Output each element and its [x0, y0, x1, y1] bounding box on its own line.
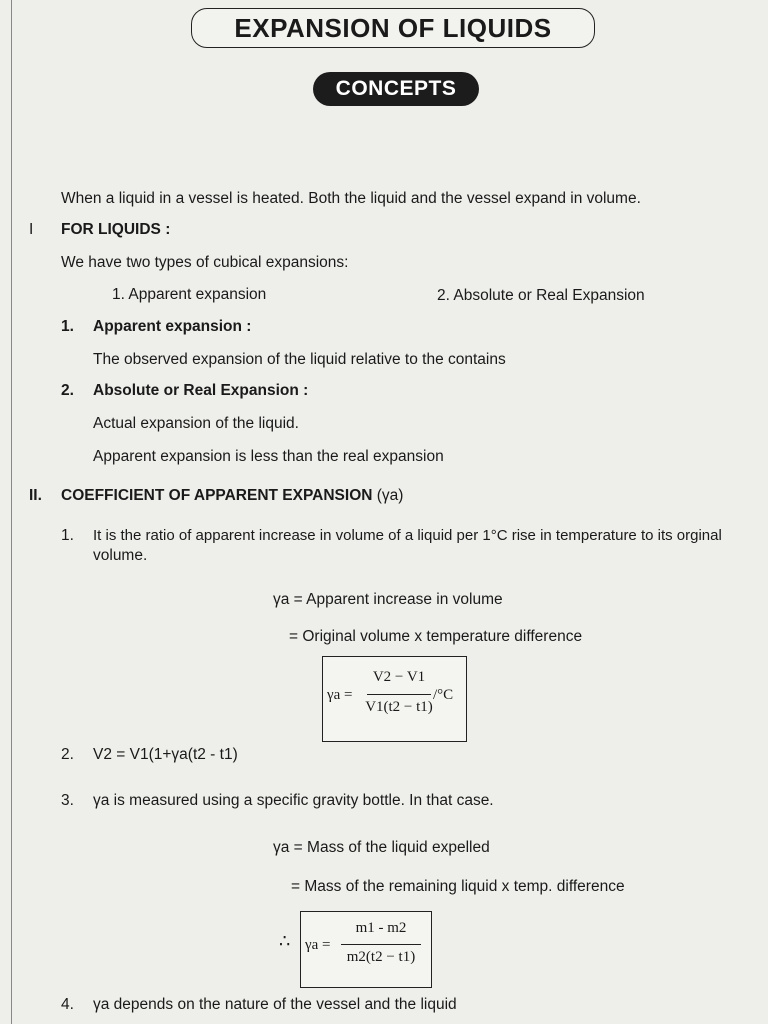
- point-3-text: γa is measured using a specific gravity bottle. In that case.: [93, 792, 494, 809]
- point-4-text: γa depends on the nature of the vessel and the liquid: [93, 996, 457, 1013]
- concepts-badge: CONCEPTS: [313, 72, 479, 106]
- expansion-type-1: 1. Apparent expansion: [112, 286, 267, 303]
- intro-paragraph: When a liquid in a vessel is heated. Both the liquid and the vessel expand in volume.: [61, 190, 641, 207]
- page-title: EXPANSION OF LIQUIDS: [191, 8, 595, 48]
- definition-line-2: = Original volume x temperature difference: [289, 628, 583, 645]
- item-1-heading: Apparent expansion :: [93, 318, 252, 335]
- expansion-type-2: 2. Absolute or Real Expansion: [437, 287, 645, 304]
- mass-line-2: = Mass of the remaining liquid x temp. difference: [291, 878, 625, 895]
- formula-1-lhs: γa =: [327, 687, 353, 703]
- section-1-line: We have two types of cubical expansions:: [61, 254, 349, 271]
- definition-line-1: γa = Apparent increase in volume: [273, 591, 503, 608]
- mass-line-1: γa = Mass of the liquid expelled: [273, 839, 490, 856]
- formula-2-denominator: m2(t2 − t1): [346, 949, 416, 965]
- formula-1-unit: /°C: [433, 687, 454, 703]
- item-2-text: Actual expansion of the liquid.: [93, 415, 299, 432]
- point-2-number: 2.: [61, 746, 74, 763]
- item-2-heading: Absolute or Real Expansion :: [93, 382, 309, 399]
- section-2-heading-symbol: (γa): [376, 487, 404, 504]
- formula-2-fraction-bar: [341, 944, 421, 945]
- section-1-heading: FOR LIQUIDS :: [61, 221, 171, 238]
- item-2-number: 2.: [61, 382, 74, 399]
- item-1-number: 1.: [61, 318, 74, 335]
- formula-box-1: [322, 656, 467, 742]
- formula-2-lhs: γa =: [305, 937, 331, 953]
- formula-box-2: [300, 911, 432, 988]
- point-2-text: V2 = V1(1+γa(t2 - t1): [93, 746, 238, 763]
- section-2-heading-text: COEFFICIENT OF APPARENT EXPANSION: [61, 487, 373, 504]
- section-2-heading: [61, 486, 403, 506]
- formula-2-numerator: m1 - m2: [355, 920, 407, 936]
- formula-1-numerator: V2 − V1: [372, 669, 426, 685]
- formula-1-fraction-bar: [367, 694, 431, 695]
- page-margin-line: [11, 0, 12, 1024]
- point-4-number: 4.: [61, 996, 74, 1013]
- point-1-line-2: volume.: [93, 547, 148, 564]
- point-1-line-1: It is the ratio of apparent increase in volume of a liquid per 1°C rise in temperature to its orginal: [93, 527, 722, 544]
- item-2-text-2: Apparent expansion is less than the real expansion: [93, 448, 444, 465]
- section-2-numeral: II.: [29, 487, 42, 504]
- formula-1-denominator: V1(t2 − t1): [365, 699, 433, 715]
- section-1-numeral: I: [29, 221, 34, 238]
- therefore-symbol: ∴: [279, 931, 291, 951]
- point-3-number: 3.: [61, 792, 74, 809]
- item-1-text: The observed expansion of the liquid relative to the contains: [93, 351, 506, 368]
- point-1-number: 1.: [61, 527, 74, 544]
